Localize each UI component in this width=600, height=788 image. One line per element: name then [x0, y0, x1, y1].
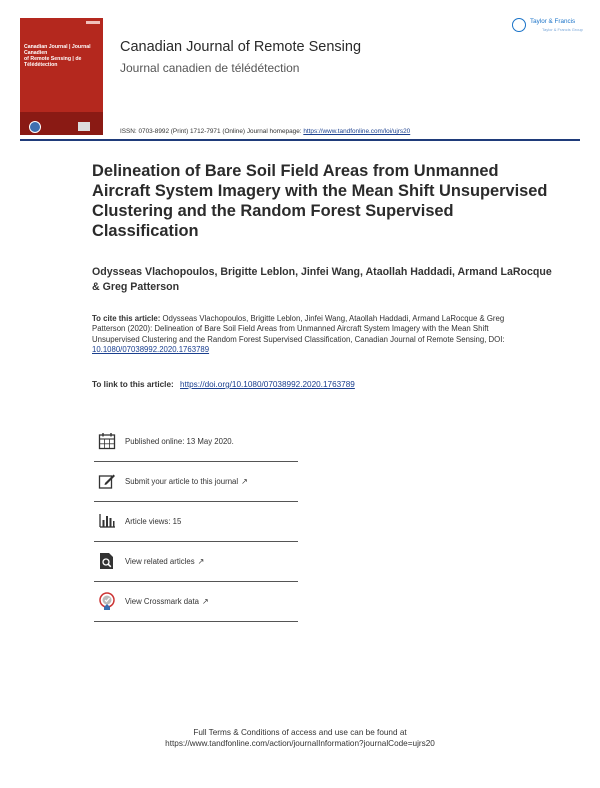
cover-society-logo [29, 121, 41, 133]
published-online-row [94, 422, 298, 462]
publisher-group: Taylor & Francis Group [542, 27, 583, 32]
article-views-label: Article views: 15 [125, 517, 182, 526]
external-link-icon: ↗ [201, 597, 209, 606]
citation-block [92, 314, 512, 356]
published-online-label: Published online: 13 May 2020. [125, 437, 234, 446]
publisher-logo-icon [512, 18, 526, 32]
submit-article-row[interactable] [94, 462, 298, 502]
crossmark-icon [98, 592, 116, 610]
journal-subtitle: Journal canadien de télédétection [120, 61, 300, 75]
submit-article-link[interactable]: Submit your article to this journal [125, 477, 239, 486]
cover-title-line: Canadian Journal | Journal Canadien [24, 44, 91, 56]
terms-footer [0, 727, 600, 749]
citation-text: Odysseas Vlachopoulos, Brigitte Leblon, Jinfei Wang, Ataollah Haddadi, Armand LaRocque & Greg Patterson (2020): Delineation of Bare Soil Field Areas from Unmanned Aircraft System Imagery with the Mean Shift Unsupervised Clustering and the Random Forest Supervised Classification, Canadian Journal of Remote Sensing, DOI: [92, 314, 505, 344]
external-link-icon: ↗ [241, 477, 248, 486]
calendar-icon [98, 432, 116, 450]
terms-footer-line: Full Terms & Conditions of access and use can be found at [193, 728, 407, 737]
citation-doi-link[interactable]: 10.1080/07038992.2020.1763789 [92, 345, 210, 355]
row-divider [94, 621, 298, 622]
related-articles-link[interactable]: View related articles [125, 557, 195, 566]
issn-text: ISSN: 0703-8992 (Print) 1712-7971 (Online) Journal homepage: [120, 128, 304, 135]
cover-publisher-logo [78, 122, 90, 131]
journal-cover-image [20, 18, 103, 135]
edit-icon [98, 472, 116, 490]
issn-line [120, 128, 410, 135]
publisher-name: Taylor & Francis [530, 18, 576, 25]
article-authors: Odysseas Vlachopoulos, Brigitte Leblon, Jinfei Wang, Ataollah Haddadi, Armand LaRocque & Greg Patterson [92, 266, 552, 293]
article-doi-link[interactable]: https://doi.org/10.1080/07038992.2020.1763789 [180, 380, 355, 389]
cover-top-mark [86, 21, 100, 24]
search-document-icon [98, 552, 116, 570]
crossmark-link[interactable]: View Crossmark data [125, 597, 199, 606]
crossmark-row[interactable] [94, 582, 298, 622]
external-link-icon: ↗ [197, 557, 205, 566]
journal-homepage-link[interactable]: https://www.tandfonline.com/loi/ujrs20 [303, 128, 411, 135]
article-link-label: To link to this article: [92, 380, 177, 389]
header-divider [20, 139, 580, 141]
journal-title: Canadian Journal of Remote Sensing [120, 39, 362, 55]
article-views-row [94, 502, 298, 542]
bar-chart-icon [98, 512, 116, 530]
article-link-line [92, 380, 355, 389]
cover-title-line: of Remote Sensing | de Télédétection [24, 56, 82, 68]
terms-footer-url[interactable]: https://www.tandfonline.com/action/journalInformation?journalCode=ujrs20 [165, 739, 435, 748]
citation-label: To cite this article: [92, 314, 163, 323]
cover-title [24, 44, 102, 68]
publisher-logo [512, 16, 584, 38]
related-articles-row[interactable] [94, 542, 298, 582]
article-title: Delineation of Bare Soil Field Areas from Unmanned Aircraft System Imagery with the Mean Shift Unsupervised Clustering and the Random Forest Supervised Classification [92, 162, 548, 240]
